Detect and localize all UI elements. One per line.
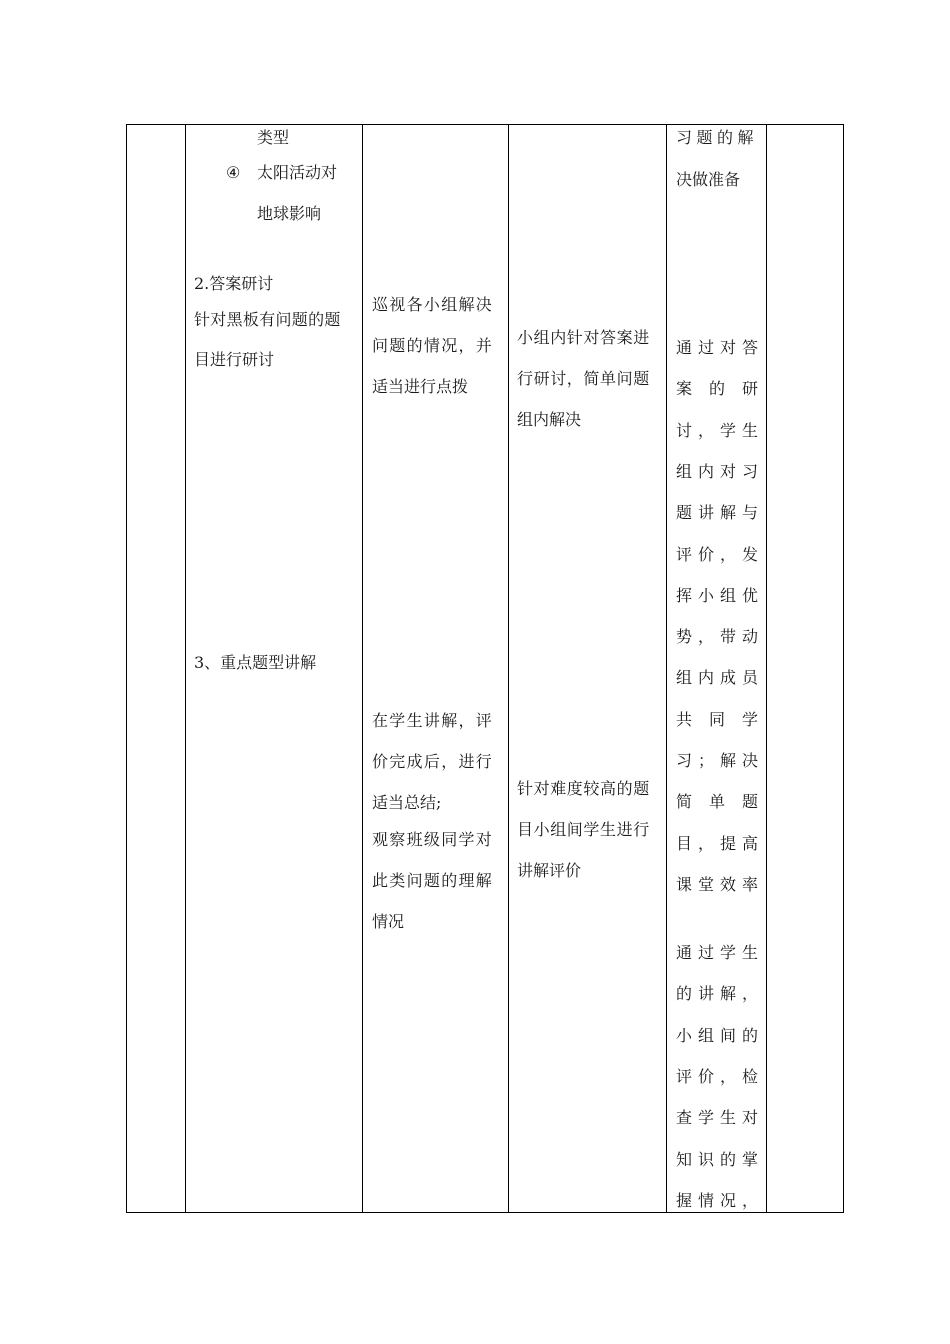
- design-intent-text: 决做准备: [676, 170, 741, 189]
- teacher-activity-text: 问题的情况，并: [372, 336, 494, 355]
- section-heading: 3、重点题型讲解: [194, 653, 317, 672]
- student-activity-text: 小组内针对答案进: [517, 328, 650, 347]
- student-activity-text: 目小组间学生进行: [517, 820, 650, 839]
- column-divider: [766, 124, 767, 1213]
- column-divider: [362, 124, 363, 1213]
- content-text: 目进行研讨: [194, 350, 275, 369]
- design-intent-line: 组 内 成 员: [676, 668, 758, 688]
- item-number: ④: [226, 163, 241, 182]
- design-intent-line: 小 组 间 的: [676, 1025, 758, 1045]
- content-text: 类型: [257, 128, 290, 147]
- teacher-activity-text: 在学生讲解，评: [372, 711, 494, 730]
- student-activity-text: 组内解决: [517, 410, 582, 429]
- column-divider: [666, 124, 667, 1213]
- design-intent-line: 知 识 的 掌: [676, 1149, 758, 1169]
- teacher-activity-text: 适当进行点拨: [372, 377, 469, 396]
- section-heading: 2.答案研讨: [194, 274, 274, 293]
- content-text: 针对黑板有问题的题: [194, 310, 341, 329]
- teacher-activity-text: 观察班级同学对: [372, 830, 494, 849]
- design-intent-line: 评 价 ， 发: [676, 544, 758, 564]
- design-intent-line: 习 ； 解 决: [676, 751, 758, 770]
- column-divider: [508, 124, 509, 1213]
- content-text: 地球影响: [257, 204, 322, 223]
- design-intent-line: 共 同 学: [676, 709, 758, 729]
- design-intent-line: 简 单 题: [676, 792, 758, 812]
- design-intent-line: 握 情 况 ，: [676, 1190, 758, 1210]
- design-intent-line: 通 过 对 答: [676, 338, 758, 357]
- design-intent-line: 讨 ， 学 生: [676, 420, 758, 440]
- design-intent-line: 查 学 生 对: [676, 1108, 758, 1128]
- student-activity-text: 针对难度较高的题: [517, 779, 650, 798]
- design-intent-line: 通 过 学 生: [676, 943, 758, 962]
- design-intent-line: 组 内 对 习: [676, 461, 758, 481]
- design-intent-line: 题 讲 解 与: [676, 503, 758, 523]
- teacher-activity-text: 价完成后，进行: [372, 752, 494, 771]
- content-text: 太阳活动对: [257, 163, 338, 182]
- design-intent-line: 评 价 ， 检: [676, 1066, 758, 1086]
- design-intent-line: 案 的 研: [676, 379, 758, 399]
- student-activity-text: 行研讨，简单问题: [517, 369, 650, 388]
- design-intent-line: 势 ， 带 动: [676, 627, 758, 647]
- design-intent-line: 目 ， 提 高: [676, 833, 758, 853]
- column-divider: [185, 124, 186, 1213]
- design-intent-text: 习题的解: [676, 128, 759, 147]
- teacher-activity-text: 巡视各小组解决: [372, 295, 494, 314]
- student-activity-text: 讲解评价: [517, 861, 582, 880]
- design-intent-line: 的 讲 解 ，: [676, 984, 758, 1004]
- teacher-activity-text: 此类问题的理解: [372, 871, 494, 890]
- design-intent-line: 挥 小 组 优: [676, 585, 758, 605]
- teacher-activity-text: 适当总结;: [372, 793, 442, 812]
- teacher-activity-text: 情况: [372, 912, 405, 931]
- design-intent-line: 课 堂 效 率: [676, 874, 758, 894]
